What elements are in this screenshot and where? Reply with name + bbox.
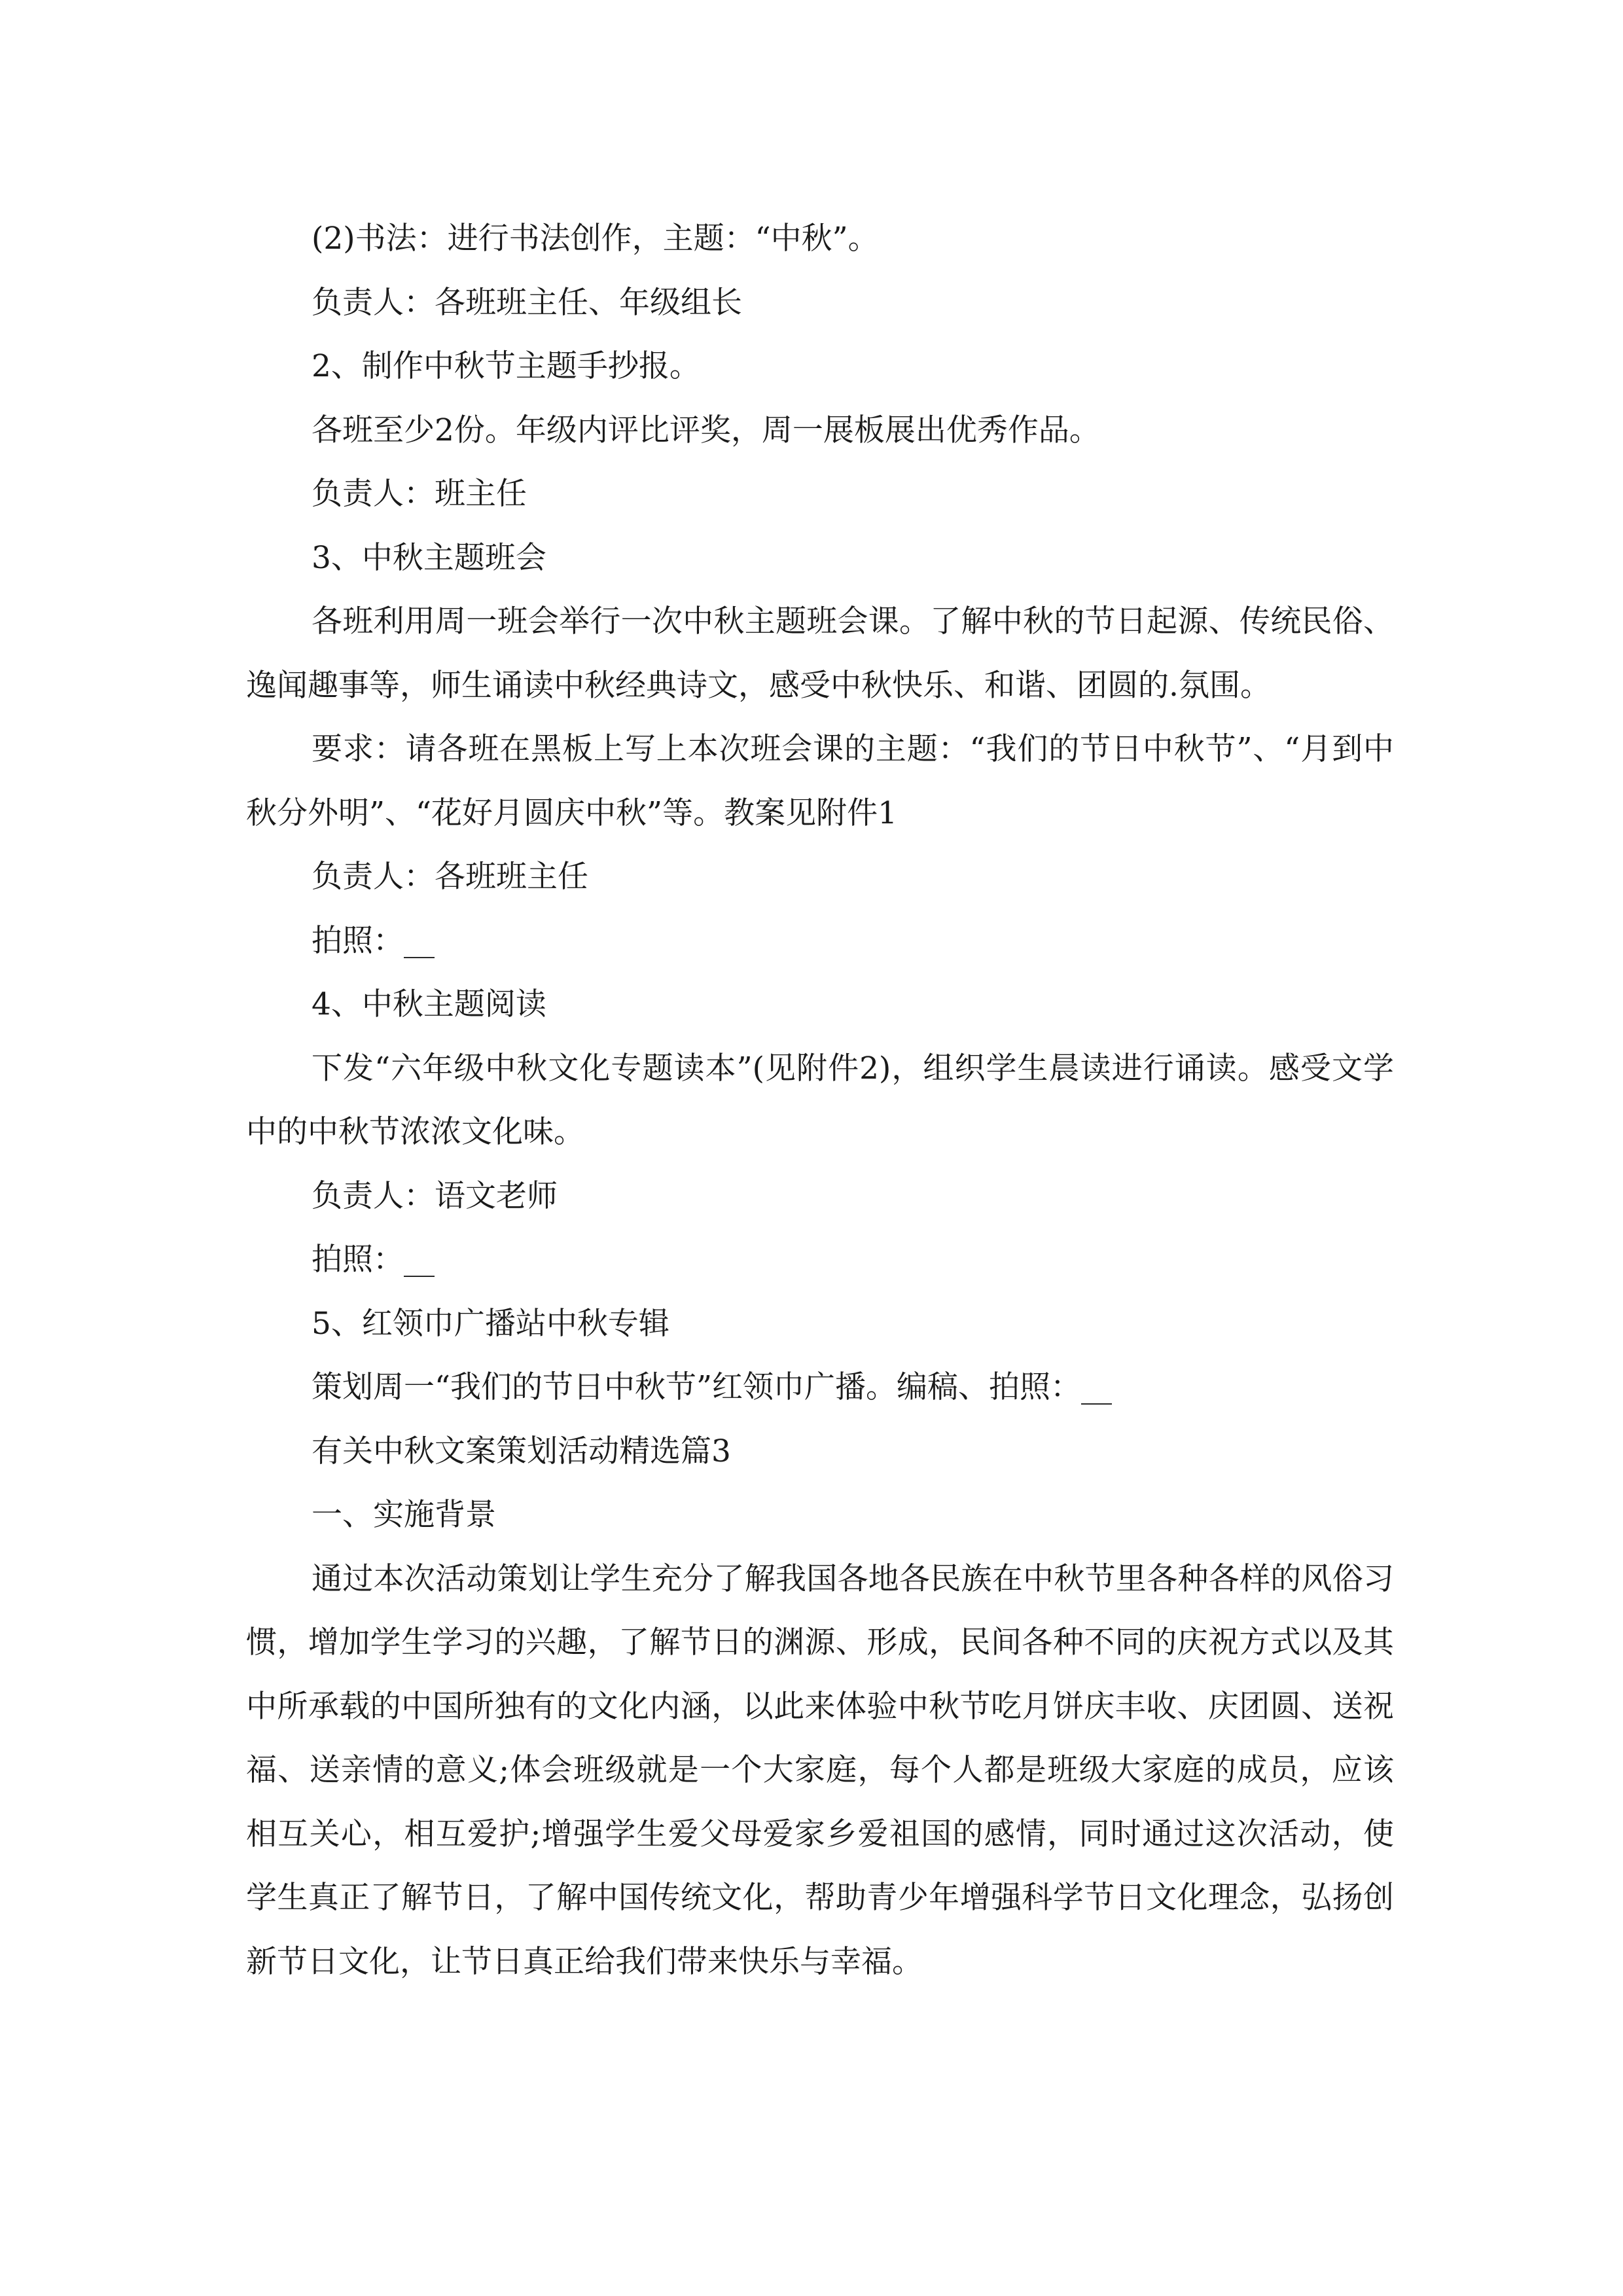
paragraph-article-3-title: 有关中秋文案策划活动精选篇3 bbox=[312, 1433, 731, 1469]
paragraph-item-2-heading: 2、制作中秋节主题手抄报。 bbox=[312, 348, 700, 384]
paragraph-item-5-detail: 策划周一“我们的节日中秋节”红领巾广播。编稿、拍照：__ bbox=[312, 1369, 1113, 1405]
paragraph-responsible-4: 负责人：语文老师 bbox=[312, 1177, 558, 1214]
paragraph-photo-2: 拍照：__ bbox=[312, 1242, 435, 1278]
paragraph-item-3-heading: 3、中秋主题班会 bbox=[312, 539, 546, 576]
document-body bbox=[246, 207, 1394, 1994]
paragraph-responsible-1: 负责人：各班班主任、年级组长 bbox=[312, 284, 742, 321]
paragraph-calligraphy: (2)书法：进行书法创作，主题：“中秋”。 bbox=[312, 221, 879, 257]
paragraph-item-4-detail: 下发“六年级中秋文化专题读本”(见附件2)，组织学生晨读进行诵读。感受文学中的中秋节浓浓文化味。 bbox=[246, 1050, 1394, 1150]
paragraph-item-3-requirement: 要求：请各班在黑板上写上本次班会课的主题：“我们的节日中秋节”、“月到中秋分外明”、“花好月圆庆中秋”等。教案见附件1 bbox=[246, 731, 1394, 831]
paragraph-responsible-3: 负责人：各班班主任 bbox=[312, 859, 588, 895]
paragraph-section-background-body: 通过本次活动策划让学生充分了解我国各地各民族在中秋节里各种各样的风俗习惯，增加学生学习的兴趣，了解节日的渊源、形成，民间各种不同的庆祝方式以及其中所承载的中国所独有的文化内涵，以此来体验中秋节吃月饼庆丰收、庆团圆、送祝福、送亲情的意义;体会班级就是一个大家庭，每个人都是班级大家庭的成员，应该相互关心，相互爱护;增强学生爱父母爱家乡爱祖国的感情，同时通过这次活动，使学生真正了解节日，了解中国传统文化，帮助青少年增强科学节日文化理念，弘扬创新节日文化，让节日真正给我们带来快乐与幸福。 bbox=[246, 1560, 1394, 1980]
paragraph-photo-1: 拍照：__ bbox=[312, 922, 435, 959]
paragraph-section-background-heading: 一、实施背景 bbox=[312, 1497, 496, 1533]
paragraph-item-4-heading: 4、中秋主题阅读 bbox=[312, 986, 546, 1022]
paragraph-item-5-heading: 5、红领巾广播站中秋专辑 bbox=[312, 1305, 669, 1342]
paragraph-responsible-2: 负责人：班主任 bbox=[312, 476, 527, 512]
paragraph-item-2-detail: 各班至少2份。年级内评比评奖，周一展板展出优秀作品。 bbox=[312, 412, 1100, 448]
paragraph-item-3-detail: 各班利用周一班会举行一次中秋主题班会课。了解中秋的节日起源、传统民俗、逸闻趣事等，师生诵读中秋经典诗文，感受中秋快乐、和谐、团圆的.氛围。 bbox=[246, 603, 1394, 704]
